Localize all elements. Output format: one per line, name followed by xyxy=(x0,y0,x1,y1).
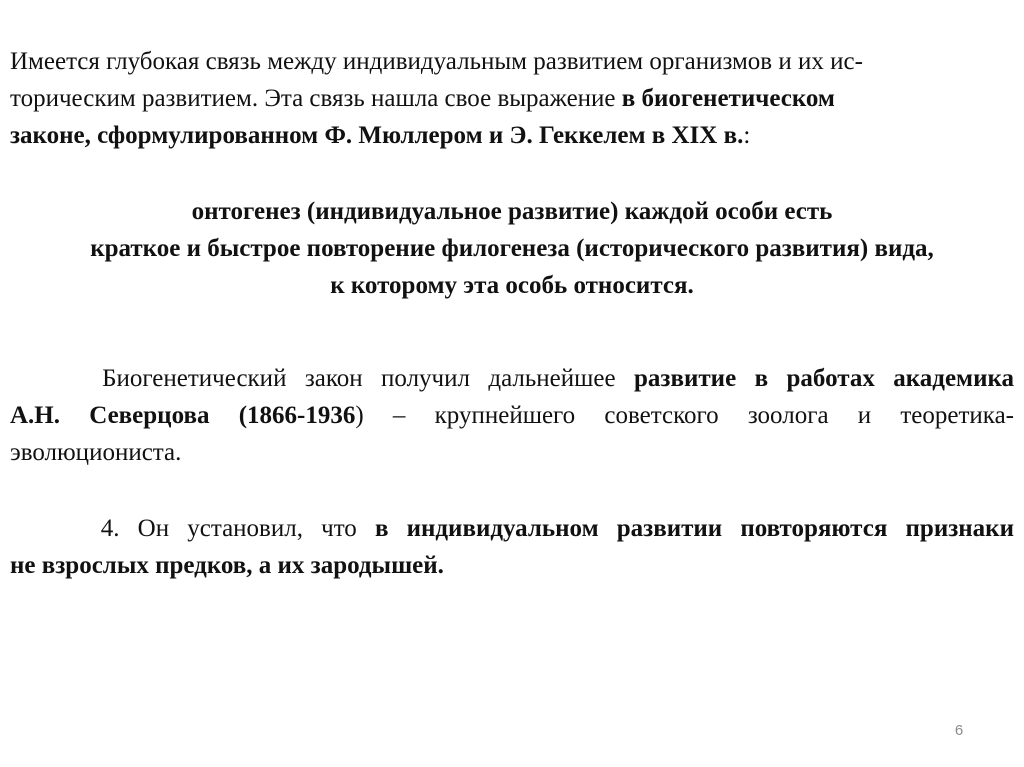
fact-line-1 xyxy=(10,510,1014,547)
law-line-1: онтогенез (индивидуальное развитие) каждой особи есть xyxy=(191,198,833,225)
intro-line-2-text: торическим развитием. Эта связь нашла свое выражение xyxy=(10,85,622,112)
severtsov-bold-1: развитие в работах академика xyxy=(634,365,1014,392)
intro-line-3-bold: законе, сформулированном Ф. Мюллером и Э. Геккелем в XIX в. xyxy=(10,122,744,149)
severtsov-paragraph xyxy=(10,360,1014,471)
severtsov-line-1 xyxy=(10,360,1014,397)
law-line-3: к которому эта особь относится. xyxy=(330,272,694,299)
biogenetic-law-statement xyxy=(10,193,1014,304)
intro-line-2-bold: в биогенетическом xyxy=(621,85,835,112)
recapitulation-paragraph xyxy=(10,510,1014,584)
fact-bold-2: не взрослых предков, а их зародышей. xyxy=(10,552,444,579)
severtsov-lead: Биогенетический закон получил дальнейшее xyxy=(10,365,635,392)
intro-line-3-end: : xyxy=(743,122,751,149)
law-line-2: краткое и быстрое повторение филогенеза (исторического развития) вида, xyxy=(90,235,934,262)
intro-line-2 xyxy=(10,80,1014,117)
fact-line-2 xyxy=(10,547,1014,584)
fact-lead: 4. Он установил, что xyxy=(10,515,375,542)
fact-bold-1: в индивидуальном развитии повторяются признаки xyxy=(374,515,1014,542)
severtsov-line-2 xyxy=(10,397,1014,434)
severtsov-rest-2: ) – крупнейшего советского зоолога и теоретика- xyxy=(355,402,1014,429)
page-number: 6 xyxy=(954,722,964,739)
intro-line-1: Имеется глубокая связь между индивидуальным развитием организмов и их ис- xyxy=(10,48,863,75)
severtsov-line-3: эволюциониста. xyxy=(10,439,182,466)
intro-line-3 xyxy=(10,117,1014,154)
severtsov-bold-2: А.Н. Северцова (1866-1936 xyxy=(10,402,356,429)
intro-paragraph xyxy=(10,43,1014,154)
